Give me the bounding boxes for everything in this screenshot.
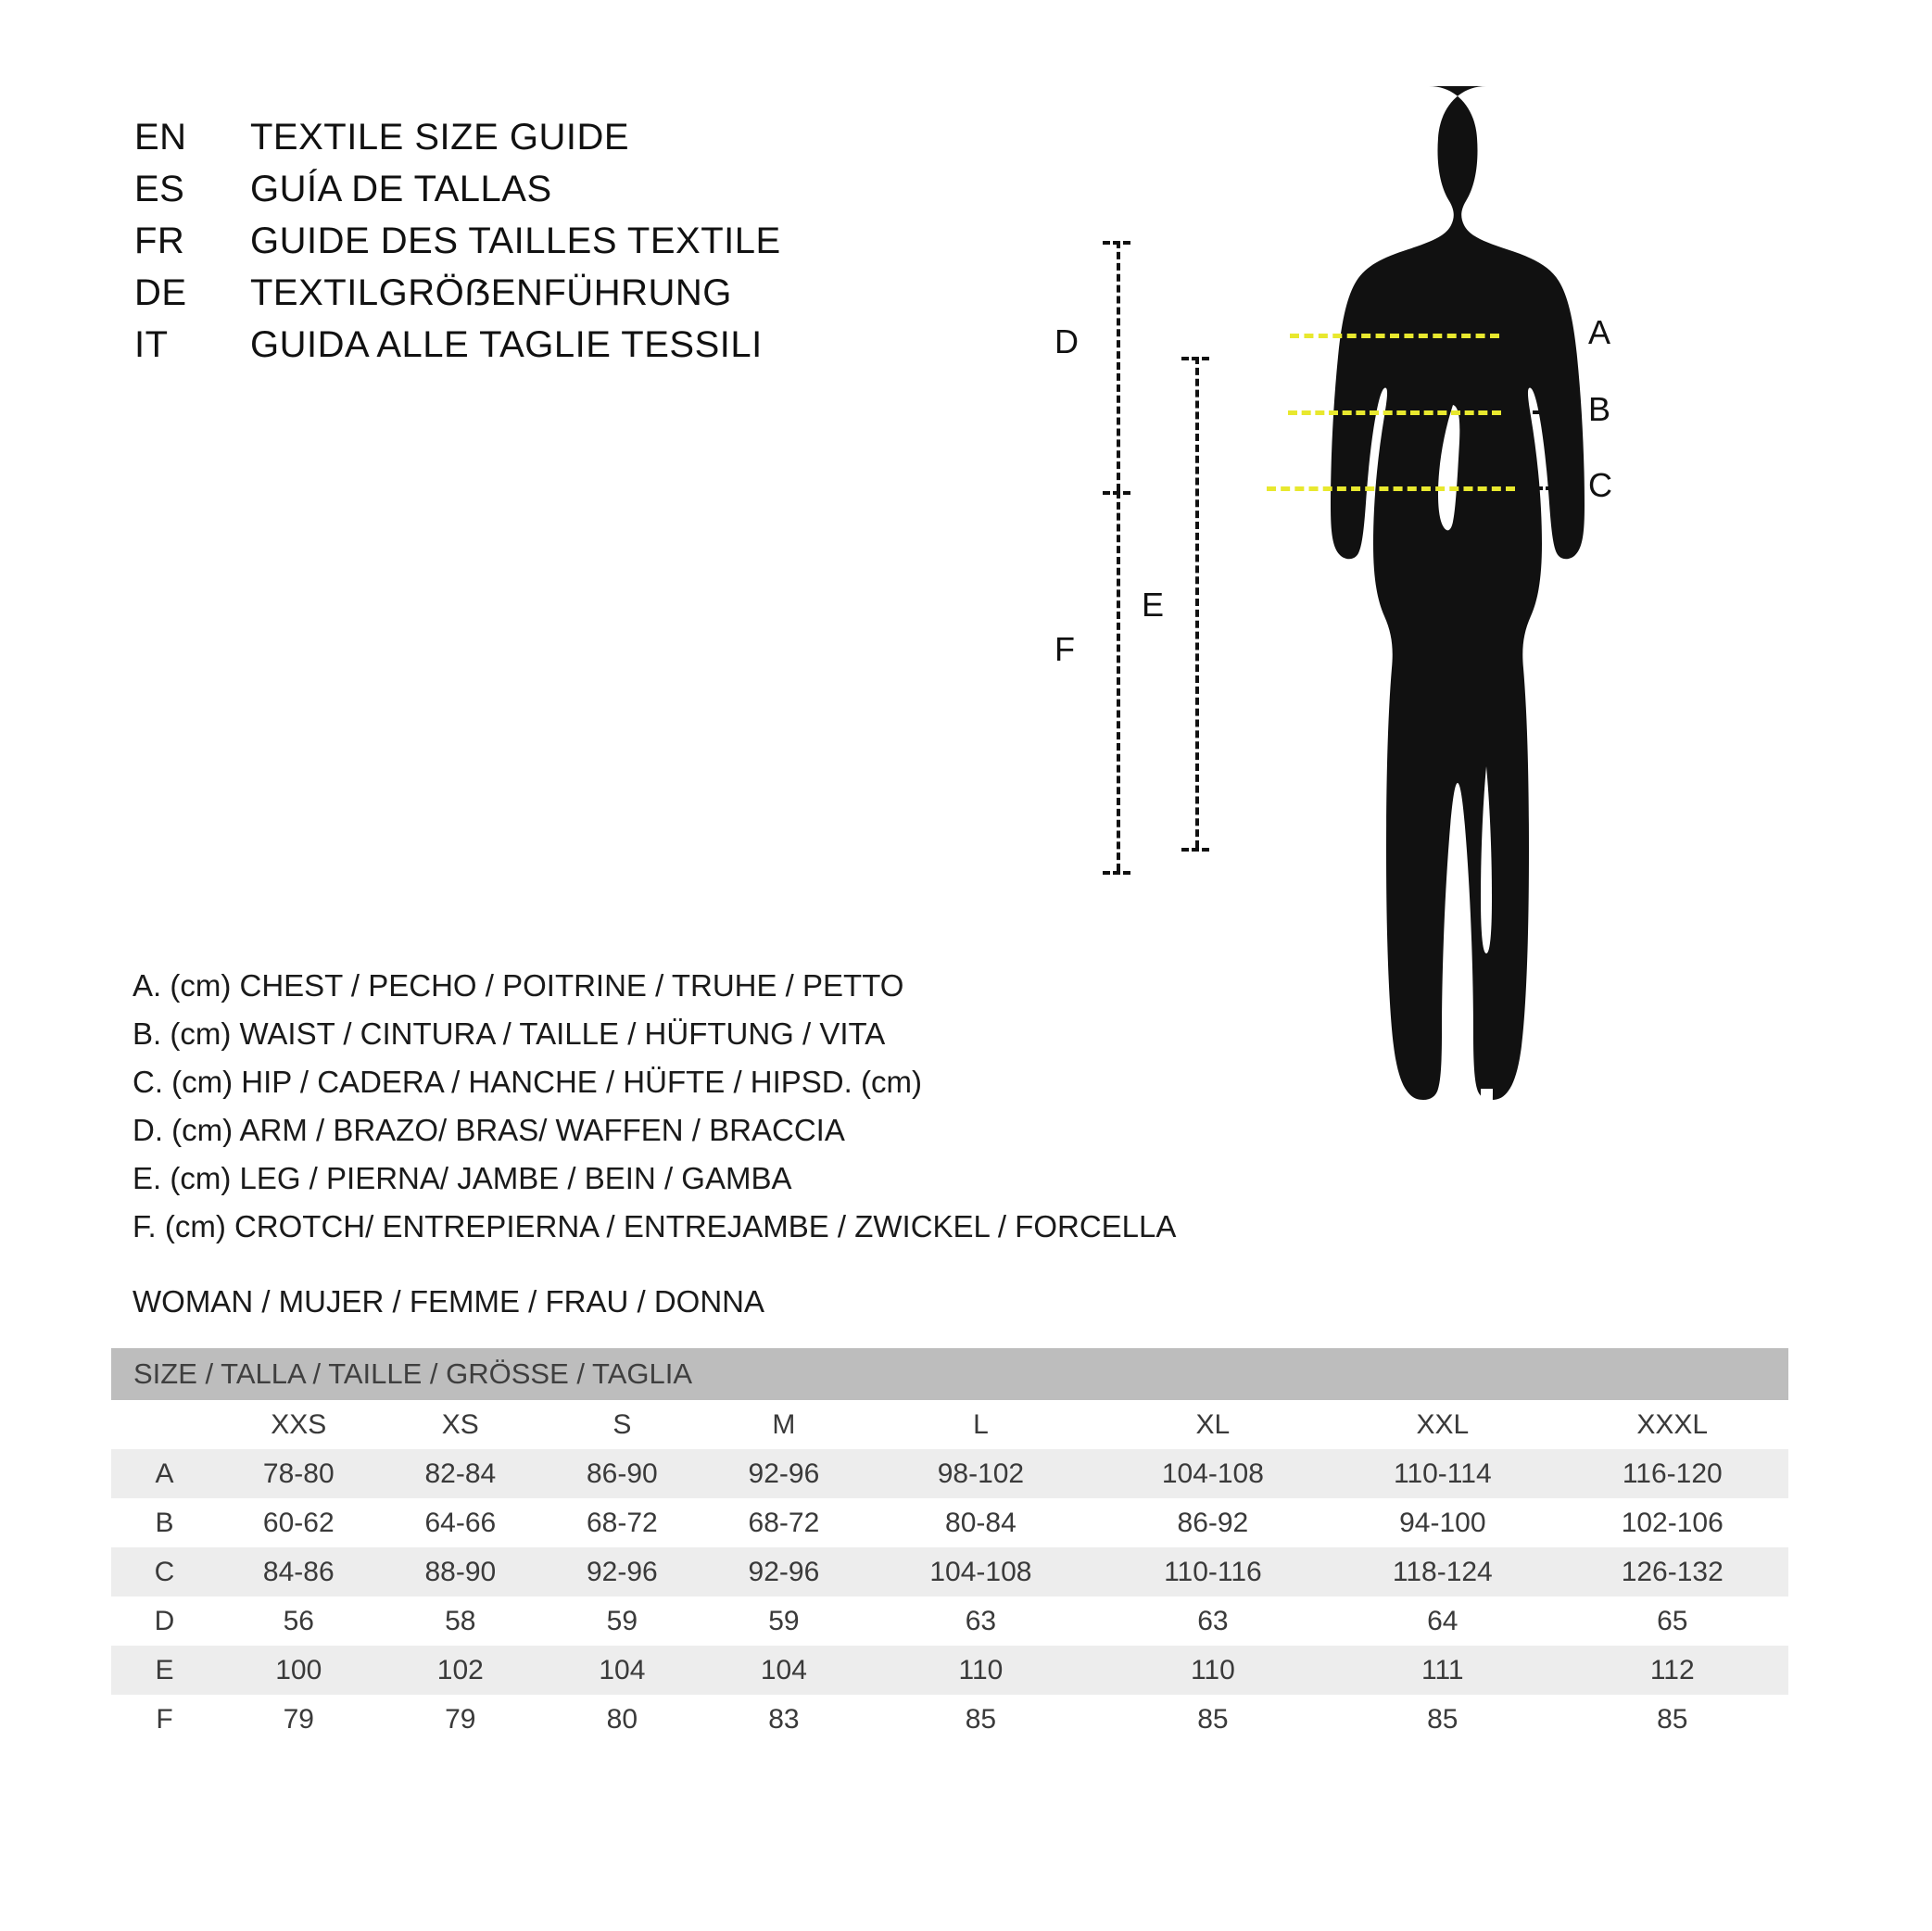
- title-text-en: TEXTILE SIZE GUIDE: [250, 117, 630, 158]
- table-row: [111, 1449, 1788, 1498]
- table-row: [111, 1695, 1788, 1744]
- column-header-xxs: XXS: [218, 1400, 380, 1449]
- title-lang-en: EN: [134, 117, 187, 158]
- title-text-de: TEXTILGRÖẞENFÜHRUNG: [250, 272, 732, 313]
- title-lang-es: ES: [134, 169, 185, 209]
- title-text-fr: GUIDE DES TAILLES TEXTILE: [250, 221, 781, 261]
- column-header-xxl: XXL: [1329, 1400, 1556, 1449]
- cell-b-xxxl: 102-106: [1557, 1498, 1789, 1547]
- callout-label-e: E: [1142, 586, 1165, 624]
- cell-d-m: 59: [703, 1597, 865, 1646]
- title-lang-it: IT: [134, 324, 169, 365]
- leg-bracket-line: [1195, 357, 1199, 848]
- crotch-bracket-line: [1117, 491, 1120, 871]
- cell-f-xxxl: 85: [1557, 1695, 1789, 1744]
- title-lang-fr: FR: [134, 221, 185, 261]
- cell-e-m: 104: [703, 1646, 865, 1695]
- legend-row-b: B. (cm) WAIST / CINTURA / TAILLE / HÜFTUNG / VITA: [133, 1016, 886, 1051]
- cell-a-xs: 82-84: [380, 1449, 542, 1498]
- row-label-f: F: [111, 1695, 218, 1744]
- table-row: [111, 1646, 1788, 1695]
- legend-row-e: E. (cm) LEG / PIERNA/ JAMBE / BEIN / GAMBA: [133, 1161, 792, 1195]
- row-label-a: A: [111, 1449, 218, 1498]
- cell-d-xxs: 56: [218, 1597, 380, 1646]
- cell-b-xxl: 94-100: [1329, 1498, 1556, 1547]
- cell-a-xxs: 78-80: [218, 1449, 380, 1498]
- legend-row-a: A. (cm) CHEST / PECHO / POITRINE / TRUHE / PETTO: [133, 968, 904, 1003]
- arm-bracket-line: [1117, 241, 1120, 491]
- callout-label-b: B: [1588, 390, 1611, 428]
- cell-e-xl: 110: [1097, 1646, 1329, 1695]
- chest-measure-line: [1290, 334, 1499, 338]
- cell-b-xs: 64-66: [380, 1498, 542, 1547]
- cell-e-xxl: 111: [1329, 1646, 1556, 1695]
- callout-label-f: F: [1054, 630, 1075, 668]
- cell-c-xxxl: 126-132: [1557, 1547, 1789, 1597]
- column-header-m: M: [703, 1400, 865, 1449]
- cell-b-xl: 86-92: [1097, 1498, 1329, 1547]
- cell-d-xl: 63: [1097, 1597, 1329, 1646]
- title-text-it: GUIDA ALLE TAGLIE TESSILI: [250, 324, 763, 365]
- cell-e-xxs: 100: [218, 1646, 380, 1695]
- cell-f-xl: 85: [1097, 1695, 1329, 1744]
- cell-f-xxs: 79: [218, 1695, 380, 1744]
- cell-d-xxl: 64: [1329, 1597, 1556, 1646]
- table-caption-row: [111, 1348, 1788, 1400]
- title-row: [134, 117, 876, 169]
- cell-a-l: 98-102: [865, 1449, 1096, 1498]
- title-row: [134, 169, 876, 221]
- cell-c-s: 92-96: [541, 1547, 703, 1597]
- callout-label-d: D: [1054, 322, 1079, 360]
- column-header-xl: XL: [1097, 1400, 1329, 1449]
- cell-c-xl: 110-116: [1097, 1547, 1329, 1597]
- woman-silhouette-icon: [1288, 79, 1686, 1172]
- cell-f-l: 85: [865, 1695, 1096, 1744]
- title-row: [134, 221, 876, 272]
- cell-b-xxs: 60-62: [218, 1498, 380, 1547]
- cell-b-l: 80-84: [865, 1498, 1096, 1547]
- cell-a-m: 92-96: [703, 1449, 865, 1498]
- column-header-xs: XS: [380, 1400, 542, 1449]
- gender-label: WOMAN / MUJER / FEMME / FRAU / DONNA: [133, 1284, 764, 1319]
- callout-label-a: A: [1588, 313, 1611, 351]
- cell-f-m: 83: [703, 1695, 865, 1744]
- title-row: [134, 324, 876, 376]
- cell-f-xs: 79: [380, 1695, 542, 1744]
- cell-d-xs: 58: [380, 1597, 542, 1646]
- cell-a-s: 86-90: [541, 1449, 703, 1498]
- cell-c-xs: 88-90: [380, 1547, 542, 1597]
- hip-leader-line: [1525, 486, 1573, 490]
- legend-row-f: F. (cm) CROTCH/ ENTREPIERNA / ENTREJAMBE / ZWICKEL / FORCELLA: [133, 1209, 1177, 1243]
- cell-c-m: 92-96: [703, 1547, 865, 1597]
- cell-d-l: 63: [865, 1597, 1096, 1646]
- cell-a-xl: 104-108: [1097, 1449, 1329, 1498]
- waist-measure-line: [1288, 410, 1501, 415]
- column-header-xxxl: XXXL: [1557, 1400, 1789, 1449]
- cell-f-s: 80: [541, 1695, 703, 1744]
- legend-row-c: C. (cm) HIP / CADERA / HANCHE / HÜFTE / HIPSD. (cm): [133, 1065, 922, 1099]
- table-header-row: [111, 1400, 1788, 1449]
- cell-d-s: 59: [541, 1597, 703, 1646]
- size-table: [111, 1348, 1788, 1744]
- row-label-e: E: [111, 1646, 218, 1695]
- table-row: [111, 1498, 1788, 1547]
- arm-bracket-top-cap: [1103, 241, 1130, 245]
- cell-a-xxxl: 116-120: [1557, 1449, 1789, 1498]
- cell-b-s: 68-72: [541, 1498, 703, 1547]
- legend-block: [133, 962, 1244, 1251]
- column-header-s: S: [541, 1400, 703, 1449]
- cell-e-xs: 102: [380, 1646, 542, 1695]
- table-row: [111, 1547, 1788, 1597]
- crotch-bracket-bottom-cap: [1103, 871, 1130, 875]
- cell-e-l: 110: [865, 1646, 1096, 1695]
- title-block: [134, 117, 876, 376]
- cell-e-s: 104: [541, 1646, 703, 1695]
- leg-bracket-top-cap: [1181, 357, 1209, 360]
- waist-leader-line: [1510, 410, 1573, 414]
- title-text-es: GUÍA DE TALLAS: [250, 169, 552, 209]
- legend-row-d: D. (cm) ARM / BRAZO/ BRAS/ WAFFEN / BRACCIA: [133, 1113, 845, 1147]
- row-label-c: C: [111, 1547, 218, 1597]
- cell-f-xxl: 85: [1329, 1695, 1556, 1744]
- row-label-d: D: [111, 1597, 218, 1646]
- cell-d-xxxl: 65: [1557, 1597, 1789, 1646]
- callout-label-c: C: [1588, 466, 1612, 504]
- leg-bracket-bottom-cap: [1181, 848, 1209, 852]
- title-row: [134, 272, 876, 324]
- chest-leader-line: [1510, 334, 1573, 337]
- title-lang-de: DE: [134, 272, 187, 313]
- cell-c-xxs: 84-86: [218, 1547, 380, 1597]
- hip-measure-line: [1267, 486, 1515, 491]
- column-header-l: L: [865, 1400, 1096, 1449]
- cell-c-xxl: 118-124: [1329, 1547, 1556, 1597]
- cell-e-xxxl: 112: [1557, 1646, 1789, 1695]
- cell-a-xxl: 110-114: [1329, 1449, 1556, 1498]
- table-header-corner: [111, 1400, 218, 1449]
- row-label-b: B: [111, 1498, 218, 1547]
- table-row: [111, 1597, 1788, 1646]
- cell-b-m: 68-72: [703, 1498, 865, 1547]
- cell-c-l: 104-108: [865, 1547, 1096, 1597]
- table-caption: SIZE / TALLA / TAILLE / GRÖSSE / TAGLIA: [111, 1348, 1788, 1400]
